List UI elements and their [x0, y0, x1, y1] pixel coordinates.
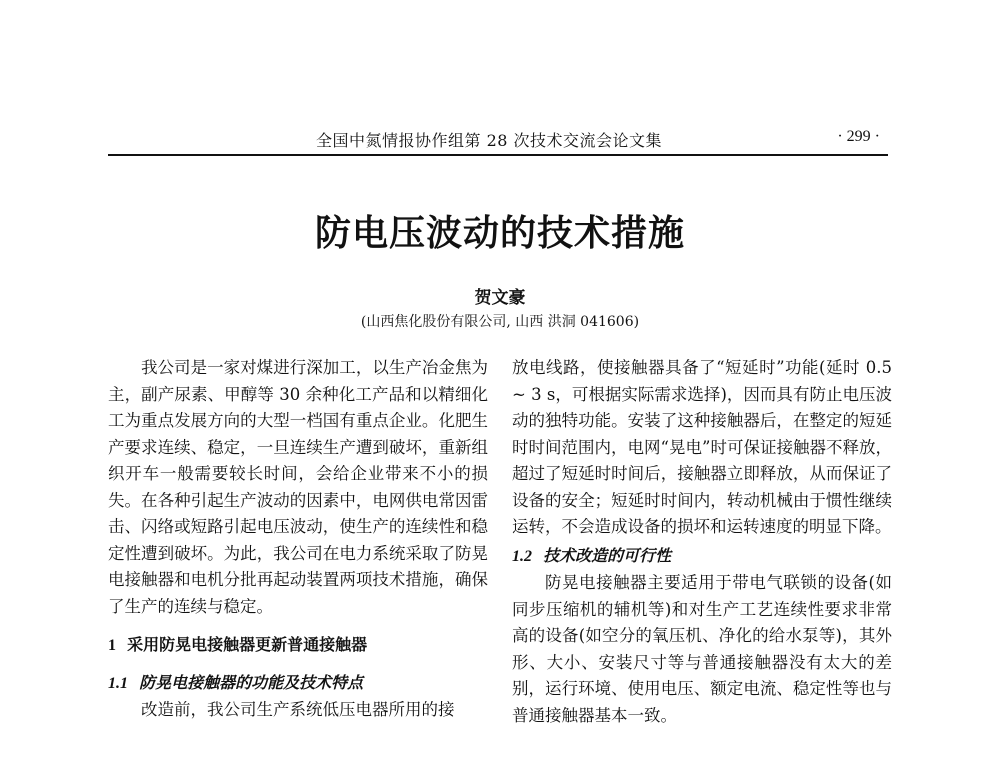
section-1-1-heading	[108, 670, 488, 698]
page-number: · 299 ·	[837, 128, 880, 145]
section-1-1-paragraph-start: 改造前，我公司生产系统低压电器所用的接	[141, 700, 455, 719]
section-1-title: 采用防晃电接触器更新普通接触器	[127, 635, 368, 654]
section-1-number: 1	[108, 637, 116, 654]
section-1-2-heading	[512, 543, 892, 571]
author-name: 贺文豪	[474, 288, 526, 308]
section-1-2-number: 1.2	[512, 547, 532, 565]
section-1-heading	[108, 632, 488, 660]
header-rule	[108, 154, 888, 156]
right-column	[512, 355, 892, 729]
section-1-2-title: 技术改造的可行性	[543, 545, 672, 565]
left-column	[108, 355, 488, 724]
article-title: 防电压波动的技术措施	[314, 212, 685, 254]
section-1-2-paragraph: 防晃电接触器主要适用于带电气联锁的设备(如同步压缩机的辅机等)和对生产工艺连续性要求非常高的设备(如空分的氧压机、净化的给水泵等)，其外形、大小、安装尺寸等与普通接触器没有太大的差别，运行环境、使用电压、额定电流、稳定性等也与普通接触器基本一致。	[512, 573, 892, 725]
proceedings-series-title: 全国中氮情报协作组第 28 次技术交流会论文集	[316, 131, 663, 150]
intro-paragraph: 我公司是一家对煤进行深加工，以生产冶金焦为主，副产尿素、甲醇等 30 余种化工产品和以精细化工为重点发展方向的大型一档国有重点企业。化肥生产要求连续、稳定，一旦连续生产遭到破坏，重新组织开车一般需要较长时间，会给企业带来不小的损失。在各种引起生产波动的因素中，电网供电常因雷击、闪络或短路引起电压波动，使生产的连续性和稳定性遭到破坏。为此，我公司在电力系统采取了防晃电接触器和电机分批再起动装置两项技术措施，确保了生产的连续与稳定。	[108, 358, 488, 616]
author-affiliation: (山西焦化股份有限公司, 山西 洪洞 041606)	[360, 314, 640, 330]
section-1-1-number: 1.1	[108, 674, 128, 692]
running-header	[110, 128, 880, 152]
section-1-1-paragraph-continued: 放电线路，使接触器具备了“短延时”功能(延时 0.5 ~ 3 s，可根据实际需求选择)，因而具有防止电压波动的独特功能。安装了这种接触器后，在整定的短延时时间范围内，电网“晃电”时可保证接触器不释放，超过了短延时时间后，接触器立即释放，从而保证了设备的安全；短延时时间内，转动机械由于惯性继续运转，不会造成设备的损坏和运转速度的明显下降。	[512, 358, 892, 536]
section-1-1-title: 防晃电接触器的功能及技术特点	[139, 672, 364, 692]
